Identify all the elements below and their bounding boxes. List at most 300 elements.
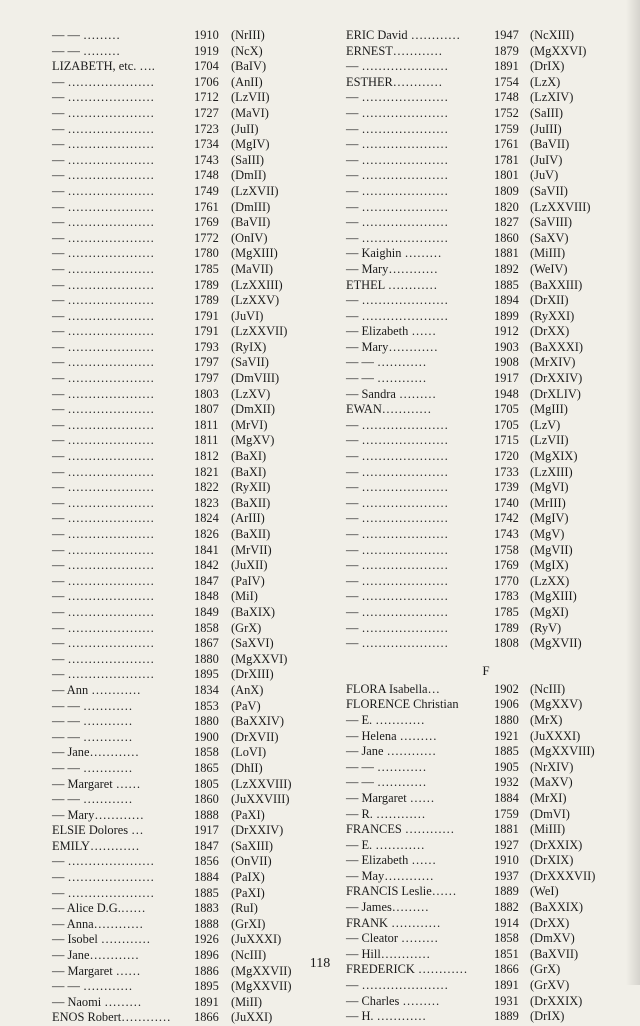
entry-name: — ………………… (346, 308, 449, 323)
entry-name: ERNEST………… (346, 43, 443, 58)
entry-name: — ………………… (346, 542, 449, 557)
entry-code: (LzXXVIII) (231, 776, 292, 791)
entry-code: (RuI) (231, 901, 258, 916)
entry-name: — ………………… (52, 199, 155, 214)
entry-code: (MgIV) (231, 137, 270, 152)
entry-name: — E. ………… (346, 837, 425, 852)
index-entry (346, 605, 626, 621)
entry-name: — Isobel ………… (52, 932, 151, 947)
index-entry (52, 215, 314, 231)
entry-year: 1754 (494, 74, 519, 89)
entry-year: 1885 (494, 744, 519, 759)
entry-code: (SaVII) (530, 183, 568, 198)
entry-name: — — ……… (52, 28, 121, 42)
entry-year: 1880 (494, 712, 519, 727)
entry-name: — ………………… (346, 168, 449, 183)
entry-name: — — ……… (52, 43, 121, 58)
index-entry (346, 884, 626, 900)
entry-code: (MgIX) (530, 558, 569, 573)
index-entry (52, 153, 314, 169)
entry-code: (DrXXIV) (231, 823, 284, 838)
entry-name: — ………………… (52, 480, 155, 495)
entry-code: (SaXVI) (231, 636, 274, 651)
index-entry (52, 558, 314, 574)
entry-code: (BaIV) (231, 59, 267, 74)
index-entry (346, 869, 626, 885)
index-entry (346, 713, 626, 729)
entry-name: — ………………… (52, 620, 155, 635)
index-entry (52, 745, 314, 761)
entry-name: — Ann ………… (52, 682, 141, 697)
entry-code: (MrVII) (231, 542, 272, 557)
entry-year: 1791 (194, 324, 219, 339)
entry-year: 1781 (494, 152, 519, 167)
index-entry (52, 44, 314, 60)
entry-year: 1772 (194, 230, 219, 245)
entry-code: (MgXXVIII) (530, 744, 595, 759)
entry-name: — ………………… (52, 573, 155, 588)
entry-name: — ………………… (346, 511, 449, 526)
entry-code: (MgIII) (530, 402, 568, 417)
index-entry (346, 324, 626, 340)
entry-code: (LzXV) (231, 386, 271, 401)
index-entry (346, 371, 626, 387)
entry-year: 1739 (494, 480, 519, 495)
entry-name: — ………………… (346, 215, 449, 230)
index-entry (346, 168, 626, 184)
index-entry (52, 387, 314, 403)
index-entry (346, 589, 626, 605)
index-entry (52, 605, 314, 621)
entry-year: 1866 (494, 962, 519, 977)
entry-name: — Anna………… (52, 916, 144, 931)
entry-code: (LzVII) (530, 433, 569, 448)
index-entry (346, 153, 626, 169)
entry-name: — — ………… (346, 371, 427, 386)
entry-year: 1910 (194, 28, 219, 42)
entry-name: — Hill………… (346, 946, 431, 961)
entry-code: (BaXXIV) (231, 714, 284, 729)
page-number: 118 (309, 956, 331, 971)
entry-code: (NcXIII) (530, 28, 575, 42)
entry-code: (BaXXXI) (530, 339, 583, 354)
index-entry (346, 340, 626, 356)
index-entry (52, 122, 314, 138)
entry-name: — ………………… (346, 527, 449, 541)
index-entry (52, 371, 314, 387)
entry-code: (PaIV) (231, 573, 265, 588)
index-entry (346, 496, 626, 512)
entry-code: (RyXII) (231, 480, 271, 495)
index-entry (52, 340, 314, 356)
entry-name: — ………………… (52, 667, 155, 682)
index-entry (52, 932, 314, 948)
entry-code: (DrXX) (530, 324, 570, 339)
entry-name: — Margaret …… (346, 790, 435, 805)
entry-code: (DmXII) (231, 402, 276, 417)
entry-name: — Sandra ……… (346, 386, 437, 401)
entry-year: 1740 (494, 495, 519, 510)
entry-name: FREDERICK ………… (346, 962, 468, 977)
index-entry (346, 418, 626, 434)
entry-name: — ………………… (346, 230, 449, 245)
page-edge-shadow (626, 0, 640, 985)
entry-name: — ………………… (52, 433, 155, 448)
entry-code: (MrVI) (231, 417, 268, 432)
entry-year: 1769 (194, 215, 219, 230)
entry-year: 1914 (494, 915, 519, 930)
entry-year: 1827 (494, 215, 519, 230)
entry-year: 1807 (194, 402, 219, 417)
entry-name: — ………………… (346, 137, 449, 152)
entry-year: 1884 (494, 790, 519, 805)
entry-name: — ………………… (52, 152, 155, 167)
index-entry (346, 355, 626, 371)
index-entry (346, 978, 626, 994)
entry-code: (JuII) (231, 121, 259, 136)
index-entry (52, 433, 314, 449)
entry-name: — Jane ………… (346, 744, 437, 759)
entry-code: (ArIII) (231, 511, 265, 526)
entry-name: — ………………… (346, 573, 449, 588)
index-entry (346, 558, 626, 574)
entry-code: (LzXXVIII) (530, 199, 591, 214)
entry-code: (OnIV) (231, 230, 268, 245)
index-entry (52, 886, 314, 902)
index-entry (52, 90, 314, 106)
entry-year: 1785 (494, 604, 519, 619)
index-entry (346, 822, 626, 838)
entry-name: — ………………… (52, 215, 155, 230)
entry-code: (MgXXVII) (231, 963, 292, 978)
entry-year: 1733 (494, 464, 519, 479)
entry-name: — Charles ……… (346, 993, 440, 1008)
entry-name: — ………………… (52, 402, 155, 417)
entry-year: 1758 (494, 542, 519, 557)
entry-code: (BaXVII) (530, 946, 579, 961)
entry-name: — ………………… (52, 511, 155, 526)
entry-year: 1902 (494, 681, 519, 696)
index-entry (346, 122, 626, 138)
entry-year: 1892 (494, 261, 519, 276)
entry-name: — ………………… (52, 464, 155, 479)
index-entry (52, 621, 314, 637)
index-entry (52, 543, 314, 559)
entry-name: FRANK ………… (346, 915, 441, 930)
entry-name: — ………………… (52, 74, 155, 89)
entry-year: 1919 (194, 43, 219, 58)
index-entry (346, 106, 626, 122)
entry-name: — ………………… (52, 495, 155, 510)
index-entry (52, 137, 314, 153)
index-entry (346, 465, 626, 481)
entry-year: 1811 (194, 417, 219, 432)
index-entry (346, 853, 626, 869)
entry-code: (DrXLIV) (530, 386, 581, 401)
entry-code: (LzXX) (530, 573, 570, 588)
entry-code: (RyV) (530, 620, 562, 635)
entry-code: (MgXV) (231, 433, 275, 448)
entry-code: (NcX) (231, 43, 263, 58)
index-entry (346, 1009, 626, 1025)
entry-name: — Jane………… (52, 948, 140, 963)
entry-year: 1812 (194, 449, 219, 464)
entry-name: — ………………… (346, 183, 449, 198)
entry-name: — H. ………… (346, 1009, 427, 1024)
entry-code: (SaIII) (231, 152, 265, 167)
index-entry (346, 621, 626, 637)
index-entry (52, 854, 314, 870)
index-entry (52, 106, 314, 122)
entry-year: 1712 (194, 90, 219, 105)
entry-name: — ………………… (52, 604, 155, 619)
entry-name: — Alice D.G.…… (52, 901, 146, 916)
entry-name: — ………………… (52, 885, 155, 900)
index-entry (52, 636, 314, 652)
entry-code: (BaXXIX) (530, 900, 583, 915)
section-heading (346, 660, 626, 682)
index-entry (52, 496, 314, 512)
entry-code: (RyIX) (231, 339, 267, 354)
entry-code: (DrIX) (530, 1009, 565, 1024)
entry-name: — — ………… (346, 775, 427, 790)
entry-code: (MrIII) (530, 495, 566, 510)
entry-code: (PaV) (231, 698, 261, 713)
entry-name: — ………………… (52, 636, 155, 651)
index-entry (346, 433, 626, 449)
entry-year: 1880 (194, 714, 219, 729)
entry-name: — ………………… (346, 121, 449, 136)
index-entry (52, 761, 314, 777)
entry-year: 1908 (494, 355, 519, 370)
index-entry (346, 807, 626, 823)
entry-year: 1808 (494, 636, 519, 651)
entry-code: (LzXVII) (231, 183, 279, 198)
entry-name: — ………………… (346, 464, 449, 479)
entry-year: 1743 (194, 152, 219, 167)
entry-year: 1823 (194, 495, 219, 510)
entry-year: 1720 (494, 449, 519, 464)
entry-name: — Mary………… (346, 261, 438, 276)
index-entry (52, 792, 314, 808)
entry-name: FLORA Isabella… (346, 681, 440, 696)
index-entry (52, 1010, 314, 1026)
index-entry (52, 995, 314, 1011)
entry-code: (JuXXXI) (530, 728, 581, 743)
entry-code: (MgXXVI) (231, 651, 288, 666)
entry-code: (DrXIX) (530, 853, 574, 868)
entry-name: — ………………… (52, 230, 155, 245)
index-entry (346, 574, 626, 590)
index-entry (52, 652, 314, 668)
entry-year: 1860 (194, 792, 219, 807)
entry-name: — ………………… (346, 152, 449, 167)
entry-name: — Cleator ……… (346, 931, 439, 946)
index-entry (346, 90, 626, 106)
entry-year: 1889 (494, 884, 519, 899)
entry-year: 1706 (194, 74, 219, 89)
index-entry (52, 355, 314, 371)
entry-name: EWAN………… (346, 402, 432, 417)
entry-year: 1858 (494, 931, 519, 946)
entry-name: — ………………… (52, 183, 155, 198)
index-entry (346, 387, 626, 403)
right-column (346, 28, 626, 1025)
entry-name: — ………………… (346, 417, 449, 432)
entry-name: — ………………… (346, 978, 449, 993)
entry-name: — R. ………… (346, 806, 426, 821)
entry-name: — ………………… (346, 90, 449, 105)
entry-year: 1937 (494, 868, 519, 883)
index-entry (52, 28, 314, 44)
index-entry (346, 44, 626, 60)
entry-year: 1889 (494, 1009, 519, 1024)
entry-year: 1886 (194, 963, 219, 978)
index-entry (346, 900, 626, 916)
index-entry (346, 402, 626, 418)
entry-code: (GrXV) (530, 978, 570, 993)
entry-year: 1880 (194, 651, 219, 666)
index-entry (52, 730, 314, 746)
entry-year: 1742 (494, 511, 519, 526)
entry-code: (PaXI) (231, 885, 265, 900)
entry-year: 1931 (494, 993, 519, 1008)
entry-name: — Margaret …… (52, 776, 141, 791)
left-column (52, 28, 314, 1026)
entry-year: 1821 (194, 464, 219, 479)
entry-year: 1860 (494, 230, 519, 245)
entry-code: (MgXIX) (530, 449, 578, 464)
entry-year: 1805 (194, 776, 219, 791)
entry-year: 1705 (494, 402, 519, 417)
entry-name: — ………………… (52, 386, 155, 401)
entry-year: 1906 (494, 697, 519, 712)
entry-code: (MgXXVII) (231, 979, 292, 994)
entry-year: 1743 (494, 527, 519, 541)
index-entry (346, 697, 626, 713)
entry-code: (BaXXIII) (530, 277, 583, 292)
entry-name: — ………………… (52, 355, 155, 370)
entry-year: 1879 (494, 43, 519, 58)
index-entry (52, 917, 314, 933)
entry-year: 1894 (494, 293, 519, 308)
entry-code: (JuXII) (231, 558, 268, 573)
entry-year: 1822 (194, 480, 219, 495)
entry-name: — Naomi ……… (52, 994, 142, 1009)
entry-code: (MgXVII) (530, 636, 582, 651)
entry-name: — ………………… (52, 542, 155, 557)
index-entry (346, 527, 626, 543)
index-entry (346, 278, 626, 294)
index-entry (52, 278, 314, 294)
index-entry (52, 246, 314, 262)
entry-year: 1883 (194, 901, 219, 916)
index-entry (346, 775, 626, 791)
index-entry (52, 808, 314, 824)
index-entry (52, 200, 314, 216)
entry-code: (LzVII) (231, 90, 270, 105)
entry-name: — ………………… (52, 558, 155, 573)
entry-name: — ………………… (346, 449, 449, 464)
entry-code: (DmVIII) (231, 371, 280, 386)
entry-name: ERIC David ………… (346, 28, 461, 42)
index-entry (346, 200, 626, 216)
entry-year: 1888 (194, 916, 219, 931)
index-entry (52, 901, 314, 917)
entry-code: (MgV) (530, 527, 565, 541)
entry-name: — ………………… (346, 636, 449, 651)
entry-year: 1900 (194, 729, 219, 744)
entry-name: — ………………… (346, 480, 449, 495)
entry-year: 1905 (494, 759, 519, 774)
entry-name: — — ………… (52, 729, 133, 744)
entry-code: (GrX) (530, 962, 561, 977)
index-entry (346, 480, 626, 496)
entry-year: 1866 (194, 1010, 219, 1025)
entry-code: (BaXIX) (231, 604, 276, 619)
entry-code: (MgXXVI) (530, 43, 587, 58)
index-entry (346, 744, 626, 760)
entry-name: — ………………… (52, 589, 155, 604)
entry-name: — ………………… (52, 261, 155, 276)
entry-code: (MiIII) (530, 246, 566, 261)
entry-name: — ………………… (52, 651, 155, 666)
entry-code: (AnX) (231, 682, 264, 697)
index-entry (52, 683, 314, 699)
index-entry (52, 714, 314, 730)
index-entry (346, 449, 626, 465)
index-entry (346, 682, 626, 698)
entry-year: 1797 (194, 355, 219, 370)
entry-code: (MgXIII) (231, 246, 278, 261)
index-entry (52, 777, 314, 793)
entry-code: (DmXV) (530, 931, 575, 946)
entry-name: — ………………… (52, 137, 155, 152)
entry-name: — — ………… (346, 759, 427, 774)
entry-name: — May………… (346, 868, 434, 883)
entry-year: 1791 (194, 308, 219, 323)
index-entry (346, 511, 626, 527)
index-entry (52, 979, 314, 995)
entry-name: — — ………… (346, 355, 427, 370)
entry-year: 1903 (494, 339, 519, 354)
entry-year: 1917 (494, 371, 519, 386)
entry-year: 1895 (194, 667, 219, 682)
entry-year: 1881 (494, 246, 519, 261)
entry-year: 1881 (494, 822, 519, 837)
index-entry (52, 480, 314, 496)
entry-code: (JuIII) (530, 121, 562, 136)
entry-code: (DrIX) (530, 59, 565, 74)
entry-year: 1797 (194, 371, 219, 386)
entry-name: — ………………… (52, 308, 155, 323)
entry-year: 1752 (494, 105, 519, 120)
entry-code: (DrXXIV) (530, 371, 583, 386)
index-entry (346, 729, 626, 745)
entry-code: (JuXXVIII) (231, 792, 290, 807)
entry-name: — ………………… (52, 277, 155, 292)
entry-name: ELSIE Dolores … (52, 823, 144, 838)
entry-name: — ………………… (346, 293, 449, 308)
entry-code: (PaXI) (231, 807, 265, 822)
index-entry (346, 184, 626, 200)
entry-name: — ………………… (52, 168, 155, 183)
entry-name: — ………………… (52, 293, 155, 308)
entry-code: (LzXIV) (530, 90, 574, 105)
entry-year: 1748 (194, 168, 219, 183)
entry-year: 1761 (194, 199, 219, 214)
index-entry (346, 760, 626, 776)
